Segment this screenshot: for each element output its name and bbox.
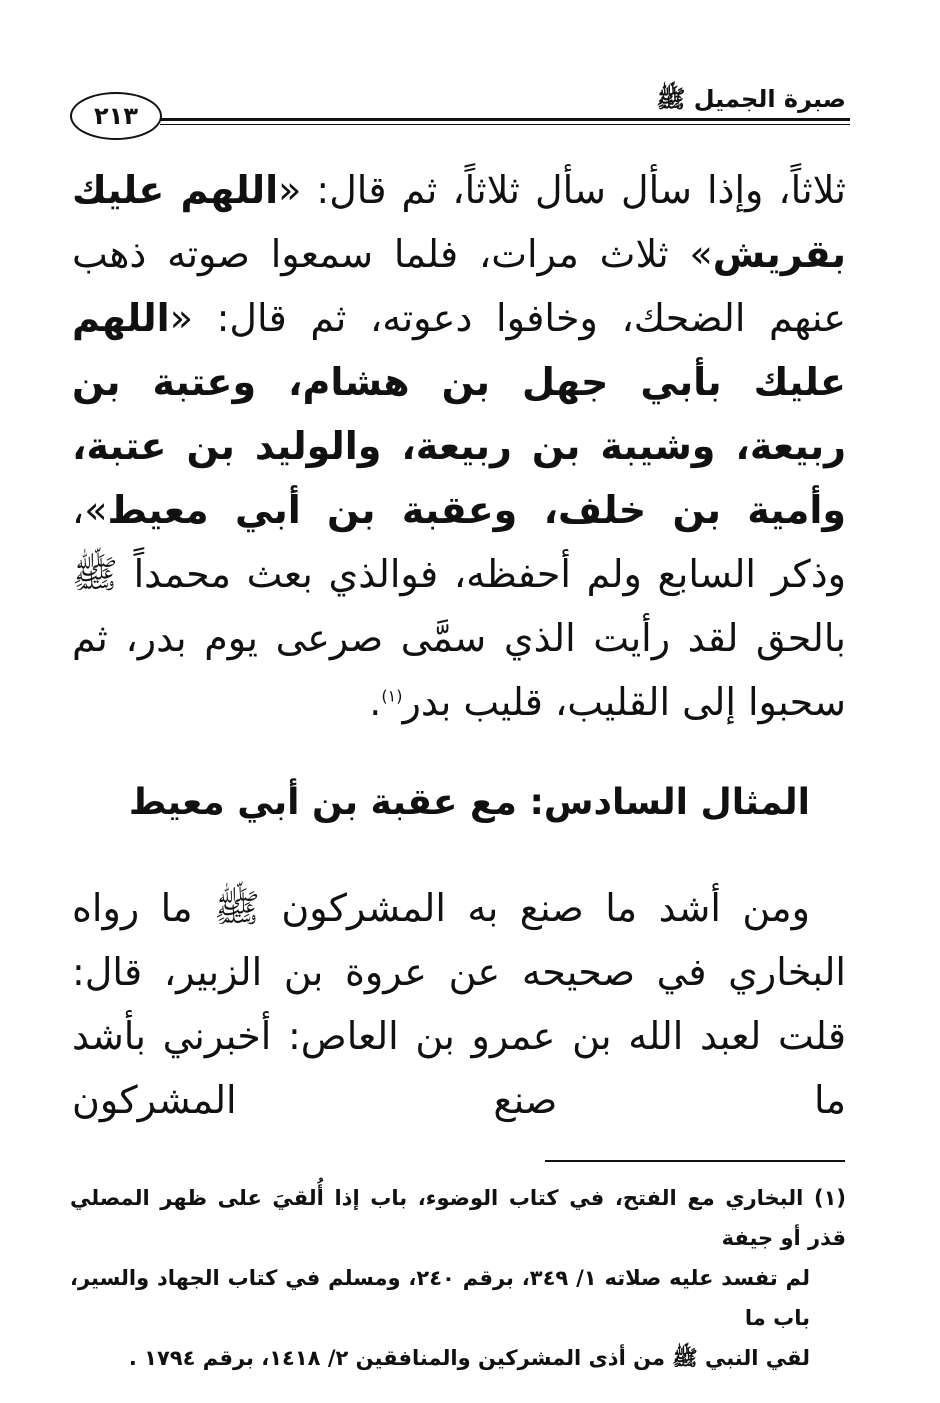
footnote-line: لم تفسد عليه صلاته ١/ ٣٤٩، برقم ٢٤٠، ومسلم في كتاب الجهاد والسير، باب ما [70,1266,810,1330]
text-run: ثلاثاً، وإذا سأل سأل ثلاثاً، ثم قال: « [278,168,846,212]
page-number-oval [70,92,162,140]
section-heading: المثال السادس: مع عقبة بن أبي معيط [128,782,810,823]
text-run: »، وذكر السابع ولم أحفظه، فوالذي بعث محمداً ﷺ بالحق لقد رأيت الذي سمَّى صرعى يوم بدر، ثم سحبوا إلى القليب، قليب بدر [72,488,846,724]
paragraph-1 [72,158,846,734]
page-number: ٢١٣ [94,102,138,130]
footnote-reference: (١) [381,686,403,706]
header-rule-thin [160,124,850,125]
footnote [70,1178,846,1378]
running-title: صبرة الجميل ﷺ [656,85,846,113]
footnote-separator [545,1160,845,1162]
footnote-line: لقي النبي ﷺ من أذى المشركين والمنافقين ٢/ ١٤١٨، برقم ١٧٩٤ . [128,1346,810,1370]
bold-quote-run: اللهم عليك بأبي جهل بن هشام، وعتبة بن ربيعة، وشيبة بن ربيعة، والوليد بن عتبة، وأمية بن خلف، وعقبة بن أبي معيط [72,296,846,532]
main-text-block-2 [72,876,846,1132]
page-header [70,85,850,148]
text-run: . [369,680,382,724]
paragraph-2: ومن أشد ما صنع به المشركون ﷺ ما رواه البخاري في صحيحه عن عروة بن الزبير، قال: قلت لعبد الله بن عمرو بن العاص: أخبرني بأشد ما صنع المشركون [72,886,846,1122]
text-run: » ثلاث مرات، فلما سمعوا صوته ذهب عنهم الضحك، وخافوا دعوته، ثم قال: « [72,232,846,340]
main-text-block [72,158,846,734]
bold-quote-run: اللهم عليك بقريش [72,168,846,276]
footnote-line: (١) البخاري مع الفتح، في كتاب الوضوء، باب إذا أُلقيَ على ظهر المصلي قذر أو جيفة [70,1186,846,1250]
